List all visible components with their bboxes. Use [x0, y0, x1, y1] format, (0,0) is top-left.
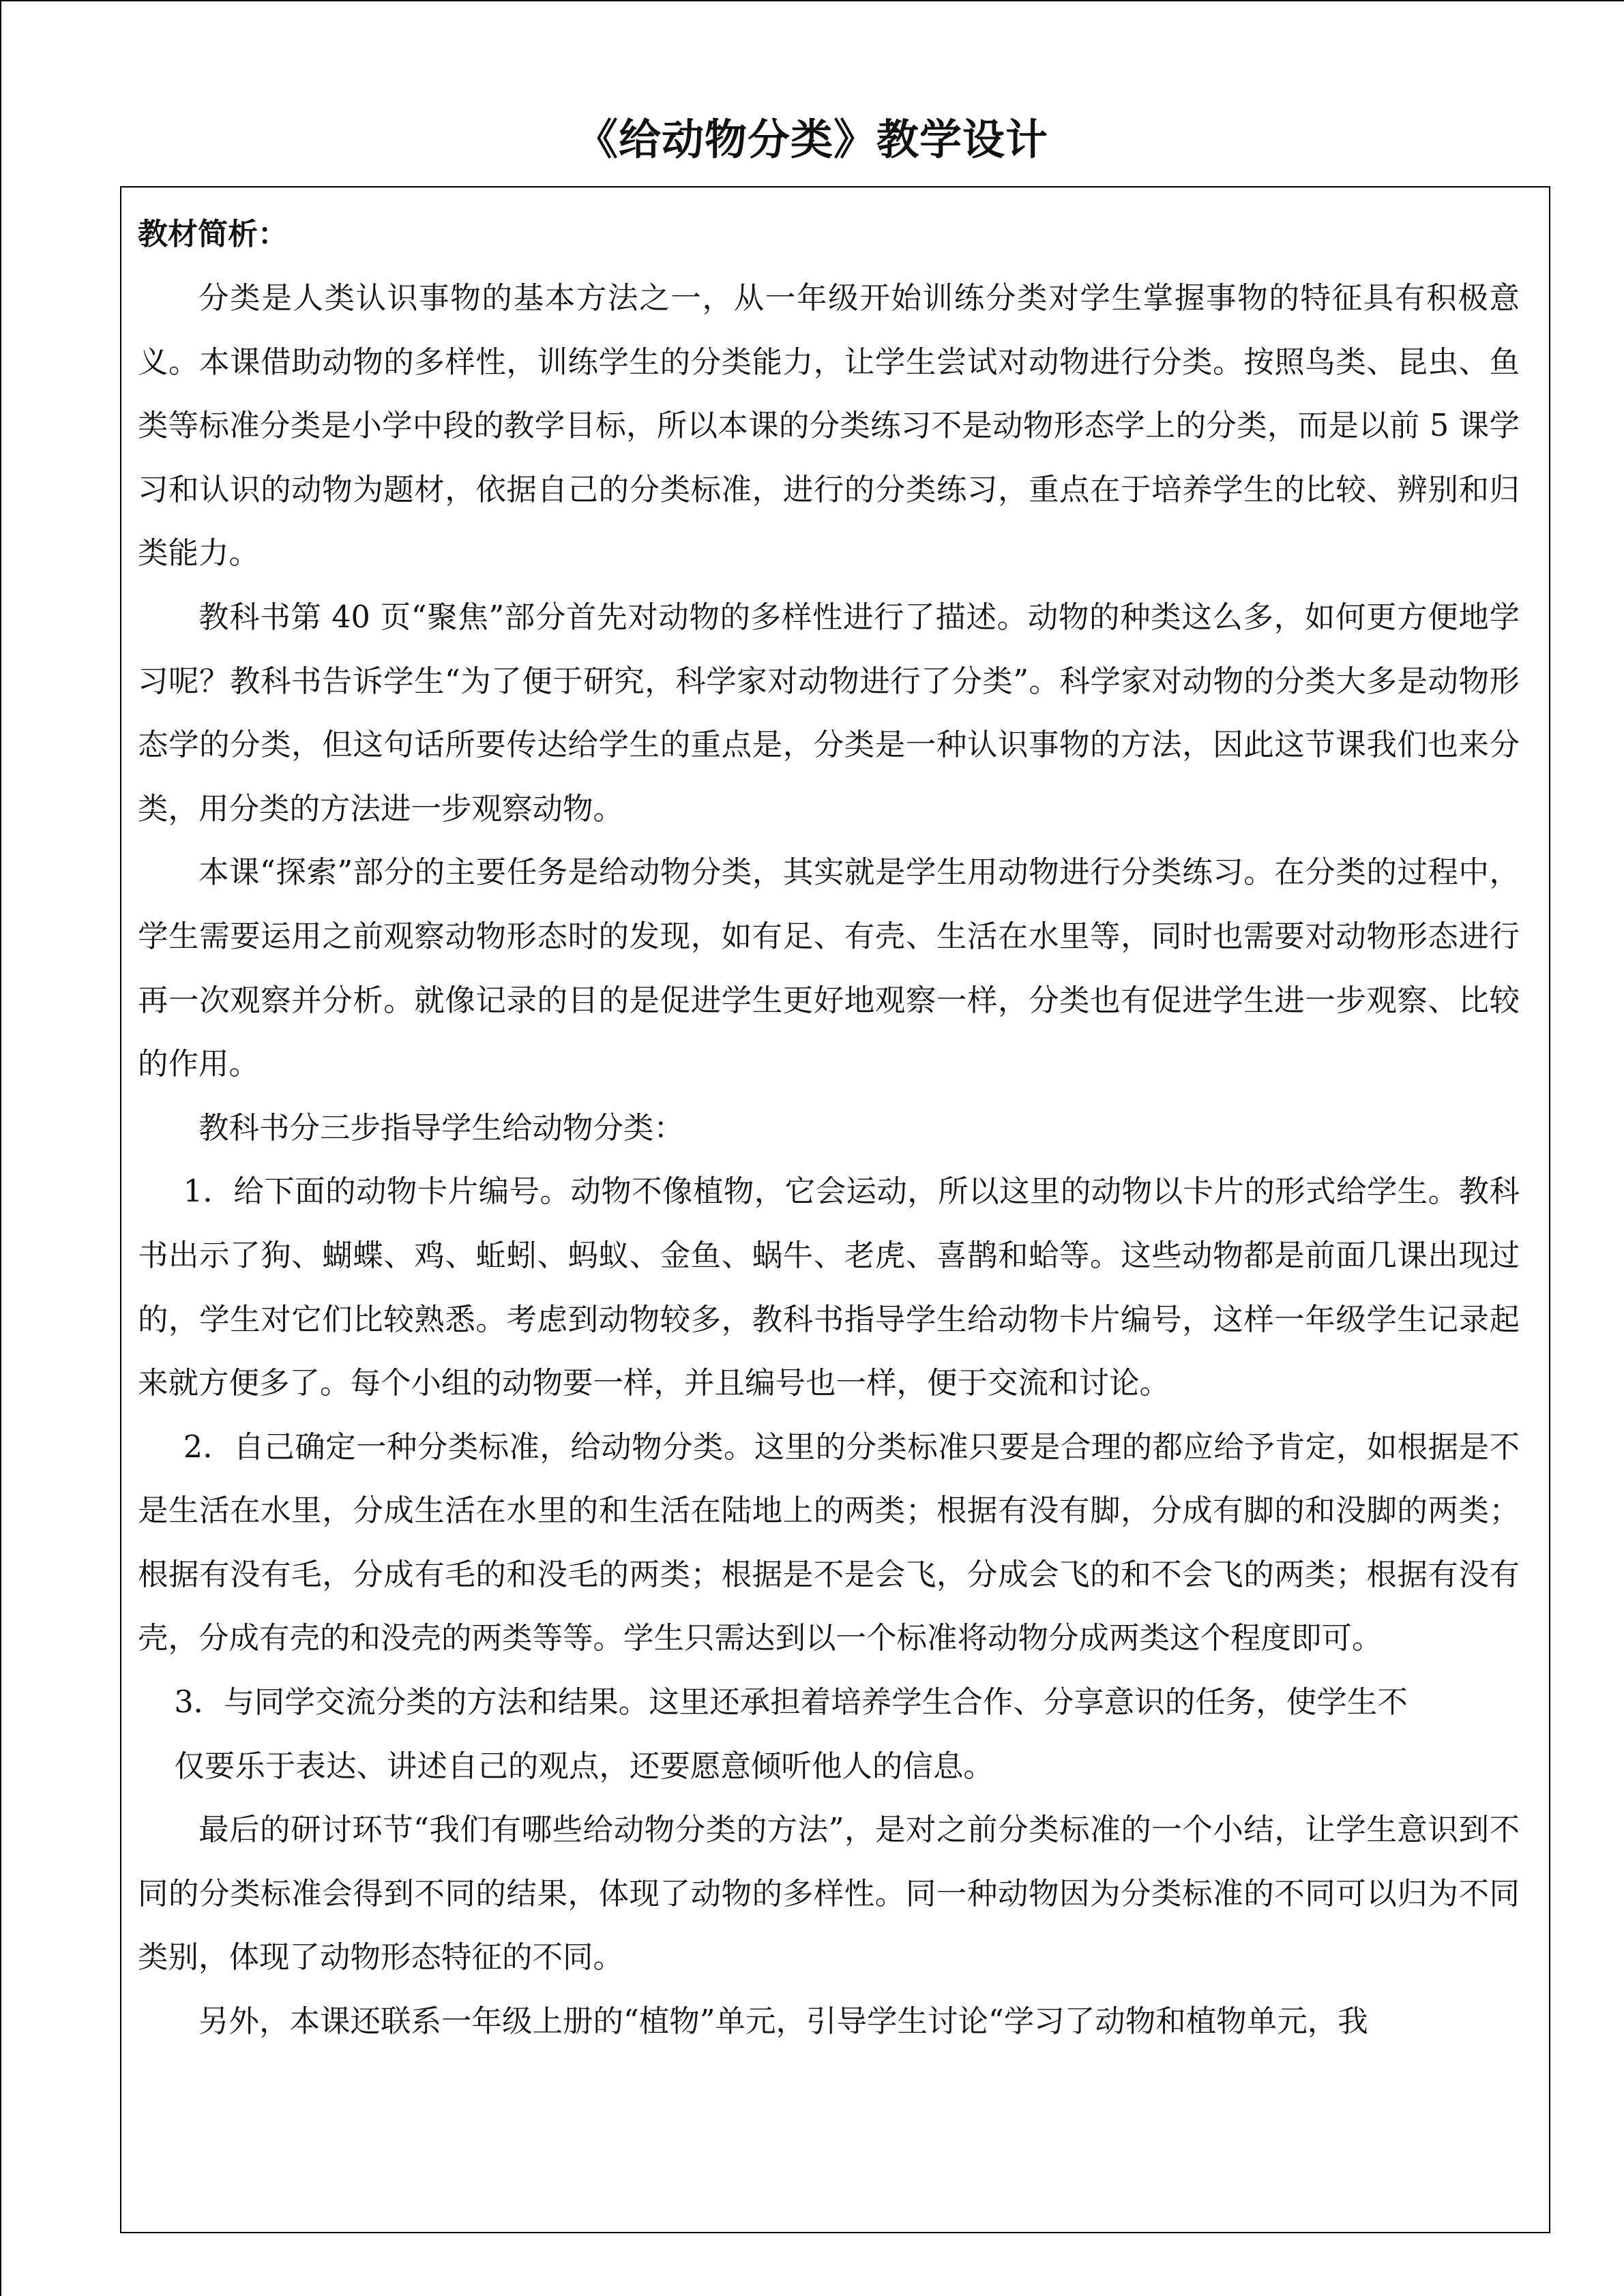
paragraph-step-3-line-1: 3．与同学交流分类的方法和结果。这里还承担着培养学生合作、分享意识的任务，使学生不 — [174, 1685, 1408, 1720]
content-table-cell — [120, 186, 1550, 2233]
paragraph-intro: 分类是人类认识事物的基本方法之一，从一年级开始训练分类对学生掌握事物的特征具有积极意义。本课借助动物的多样性，训练学生的分类能力，让学生尝试对动物进行分类。按照鸟类、昆虫、鱼类等标准分类是小学中段的教学目标，所以本课的分类练习不是动物形态学上的分类，而是以前 5 课学习和认识的动物为题材，依据自己的分类标准，进行的分类练习，重点在于培养学生的比较、辨别和归类能力。 — [138, 281, 1520, 571]
paragraph-explore: 本课“探索”部分的主要任务是给动物分类，其实就是学生用动物进行分类练习。在分类的过程中，学生需要运用之前观察动物形态时的发现，如有足、有壳、生活在水里等，同时也需要对动物形态进行再一次观察并分析。就像记录的目的是促进学生更好地观察一样，分类也有促进学生进一步观察、比较的作用。 — [138, 855, 1520, 1082]
document-title: 《给动物分类》教学设计 — [575, 115, 1048, 164]
paragraph-step-3 — [138, 1671, 1520, 1798]
paragraph-step-3-line-2: 仅要乐于表达、讲述自己的观点，还要愿意倾听他人的信息。 — [174, 1748, 994, 1784]
section-heading: 教材简析： — [138, 217, 288, 252]
paragraph-step-2: 2．自己确定一种分类标准，给动物分类。这里的分类标准只要是合理的都应给予肯定，如根据是不是生活在水里，分成生活在水里的和生活在陆地上的两类；根据有没有脚，分成有脚的和没脚的两类；根据有没有毛，分成有毛的和没毛的两类；根据是不是会飞，分成会飞的和不会飞的两类；根据有没有壳，分成有壳的和没壳的两类等等。学生只需达到以一个标准将动物分成两类这个程度即可。 — [138, 1429, 1520, 1656]
paragraph-steps-intro: 教科书分三步指导学生给动物分类： — [198, 1110, 685, 1146]
paragraph-additional: 另外，本课还联系一年级上册的“植物”单元，引导学生讨论“学习了动物和植物单元，我 — [198, 2004, 1368, 2040]
paragraph-step-1: 1．给下面的动物卡片编号。动物不像植物，它会运动，所以这里的动物以卡片的形式给学生。教科书出示了狗、蝴蝶、鸡、蚯蚓、蚂蚁、金鱼、蜗牛、老虎、喜鹊和蛤等。这些动物都是前面几课出现过的，学生对它们比较熟悉。考虑到动物较多，教科书指导学生给动物卡片编号，这样一年级学生记录起来就方便多了。每个小组的动物要一样，并且编号也一样，便于交流和讨论。 — [138, 1174, 1520, 1401]
content-body — [138, 203, 1520, 2054]
paragraph-discussion: 最后的研讨环节“我们有哪些给动物分类的方法”，是对之前分类标准的一个小结，让学生意识到不同的分类标准会得到不同的结果，体现了动物的多样性。同一种动物因为分类标准的不同可以归为不同类别，体现了动物形态特征的不同。 — [138, 1813, 1520, 1976]
paragraph-focus: 教科书第 40 页“聚焦”部分首先对动物的多样性进行了描述。动物的种类这么多，如何更方便地学习呢？教科书告诉学生“为了便于研究，科学家对动物进行了分类”。科学家对动物的分类大多是动物形态学的分类，但这句话所要传达给学生的重点是，分类是一种认识事物的方法，因此这节课我们也来分类，用分类的方法进一步观察动物。 — [138, 599, 1520, 826]
